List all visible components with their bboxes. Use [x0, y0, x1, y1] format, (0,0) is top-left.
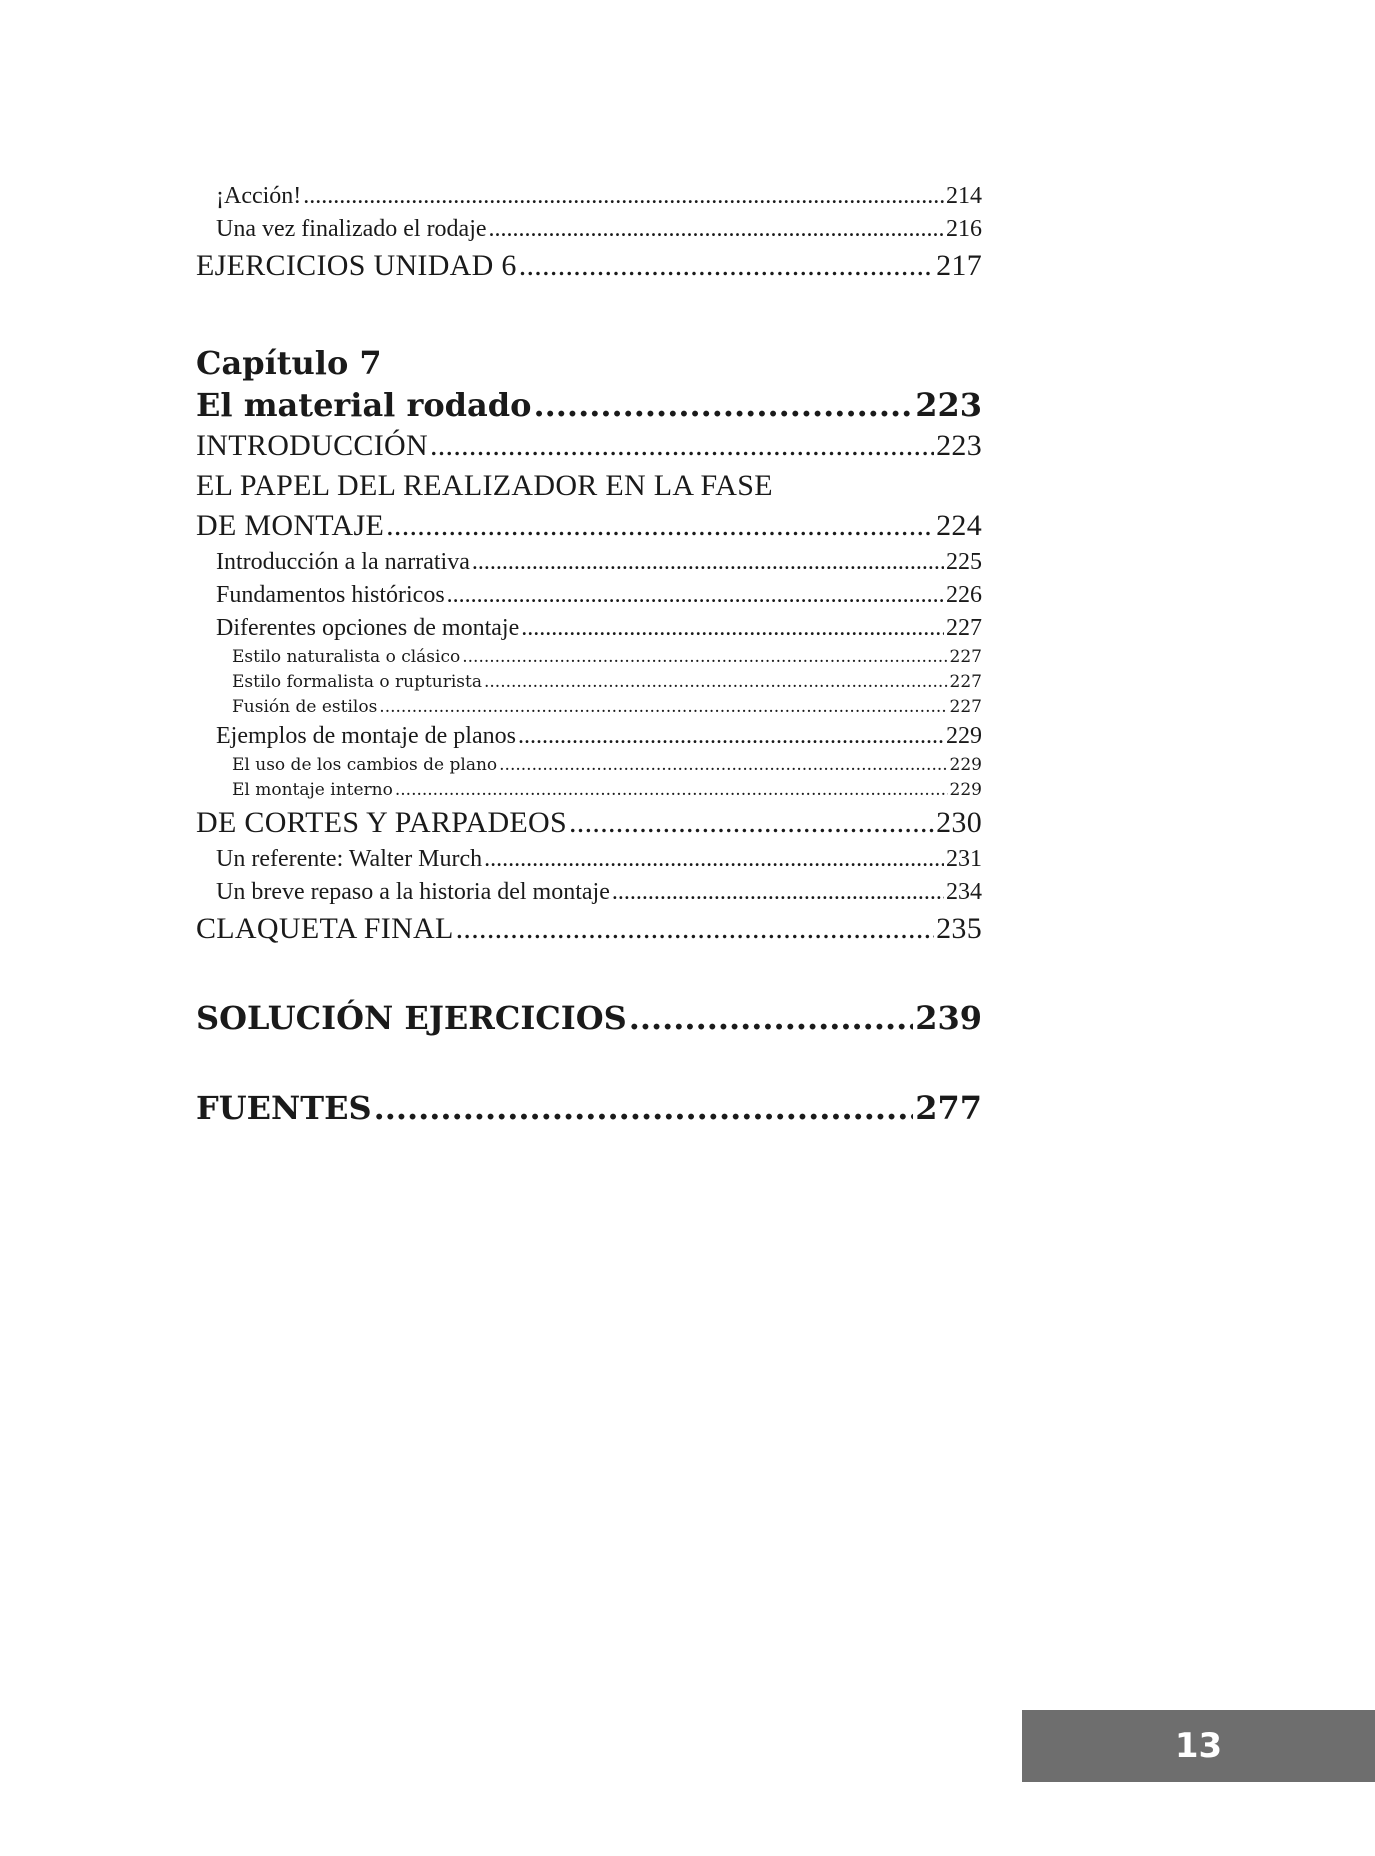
table-of-contents — [196, 180, 982, 1129]
toc-entry-label: EJERCICIOS UNIDAD 6 — [196, 249, 517, 282]
toc-entry-label: Introducción a la narrativa — [216, 549, 470, 575]
toc-entry-page: 224 — [936, 509, 982, 542]
page-number: 13 — [1174, 1726, 1223, 1766]
dot-leader — [612, 876, 944, 909]
dot-leader — [629, 997, 913, 1039]
toc-entry-label: El material rodado — [196, 386, 532, 424]
toc-entry-label: Ejemplos de montaje de planos — [216, 723, 516, 749]
spacer — [196, 949, 982, 997]
toc-entry-label: Diferentes opciones de montaje — [216, 615, 520, 641]
toc-entry-page: 225 — [946, 549, 982, 575]
toc-entry — [196, 753, 982, 778]
toc-entry-label: Un referente: Walter Murch — [216, 846, 483, 872]
toc-entry-page: 223 — [936, 429, 982, 462]
toc-entry-label: DE CORTES Y PARPADEOS — [196, 806, 567, 839]
toc-entry — [196, 466, 982, 506]
chapter-title-label: Capítulo 7 — [196, 344, 382, 382]
toc-entry — [196, 843, 982, 876]
dot-leader — [447, 579, 944, 612]
chapter-heading — [196, 384, 982, 426]
toc-entry-label: El uso de los cambios de plano — [232, 755, 498, 775]
dot-leader — [519, 246, 934, 286]
toc-entry-page: 217 — [936, 249, 982, 282]
toc-entry-page: 229 — [949, 780, 982, 800]
toc-entry — [196, 909, 982, 949]
toc-entry-page: 239 — [915, 999, 982, 1037]
toc-entry-label: Una vez finalizado el rodaje — [216, 216, 487, 242]
toc-entry-label: El montaje interno — [232, 780, 393, 800]
toc-entry-label: SOLUCIÓN EJERCICIOS — [196, 999, 627, 1037]
toc-entry-label: Estilo naturalista o clásico — [232, 647, 461, 667]
toc-entry — [196, 612, 982, 645]
toc-entry — [196, 720, 982, 753]
toc-entry-page: 235 — [936, 912, 982, 945]
dot-leader — [534, 384, 914, 426]
spacer — [196, 1039, 982, 1087]
chapter-title — [196, 342, 982, 384]
dot-leader — [499, 753, 947, 778]
toc-entry — [196, 645, 982, 670]
spacer — [196, 286, 982, 342]
toc-section-solucion — [196, 997, 982, 1039]
toc-entry-label: Fundamentos históricos — [216, 582, 445, 608]
toc-entry-page: 231 — [946, 846, 982, 872]
dot-leader — [518, 720, 944, 753]
toc-entry-page: 229 — [946, 723, 982, 749]
toc-entry-label: DE MONTAJE — [196, 509, 385, 542]
toc-entry — [196, 579, 982, 612]
dot-leader — [521, 612, 944, 645]
toc-entry-page: 227 — [949, 697, 982, 717]
toc-entry-page: 214 — [946, 183, 982, 209]
toc-entry — [196, 876, 982, 909]
toc-entry — [196, 213, 982, 246]
toc-entry-label: Fusión de estilos — [232, 697, 378, 717]
dot-leader — [484, 670, 948, 695]
dot-leader — [489, 213, 944, 246]
toc-entry-page: 216 — [946, 216, 982, 242]
dot-leader — [462, 645, 947, 670]
dot-leader — [430, 426, 934, 466]
toc-entry — [196, 695, 982, 720]
toc-entry-label: ¡Acción! — [216, 183, 302, 209]
toc-entry-label: Estilo formalista o rupturista — [232, 672, 482, 692]
toc-entry-page: 223 — [915, 386, 982, 424]
toc-entry — [196, 246, 982, 286]
dot-leader — [484, 843, 944, 876]
dot-leader — [456, 909, 934, 949]
toc-entry — [196, 803, 982, 843]
toc-entry-page: 226 — [946, 582, 982, 608]
toc-entry-label: CLAQUETA FINAL — [196, 912, 454, 945]
toc-entry-page: 227 — [946, 615, 982, 641]
toc-entry-label: INTRODUCCIÓN — [196, 429, 428, 462]
dot-leader — [395, 778, 948, 803]
dot-leader — [386, 506, 934, 546]
dot-leader — [379, 695, 947, 720]
dot-leader — [303, 180, 944, 213]
toc-section-fuentes — [196, 1087, 982, 1129]
dot-leader — [569, 803, 934, 843]
toc-entry — [196, 778, 982, 803]
toc-entry-label: Un breve repaso a la historia del montaje — [216, 879, 610, 905]
toc-entry-page: 234 — [946, 879, 982, 905]
toc-entry — [196, 180, 982, 213]
toc-entry-page: 230 — [936, 806, 982, 839]
dot-leader — [374, 1087, 914, 1129]
toc-entry — [196, 546, 982, 579]
dot-leader — [472, 546, 944, 579]
toc-entry-page: 277 — [915, 1089, 982, 1127]
toc-entry-page: 229 — [949, 755, 982, 775]
toc-entry — [196, 670, 982, 695]
toc-entry-page: 227 — [949, 672, 982, 692]
toc-entry-page: 227 — [949, 647, 982, 667]
toc-entry — [196, 506, 982, 546]
page-number-badge — [1022, 1710, 1375, 1782]
toc-entry-label: EL PAPEL DEL REALIZADOR EN LA FASE — [196, 469, 773, 502]
toc-entry — [196, 426, 982, 466]
toc-entry-label: FUENTES — [196, 1089, 372, 1127]
